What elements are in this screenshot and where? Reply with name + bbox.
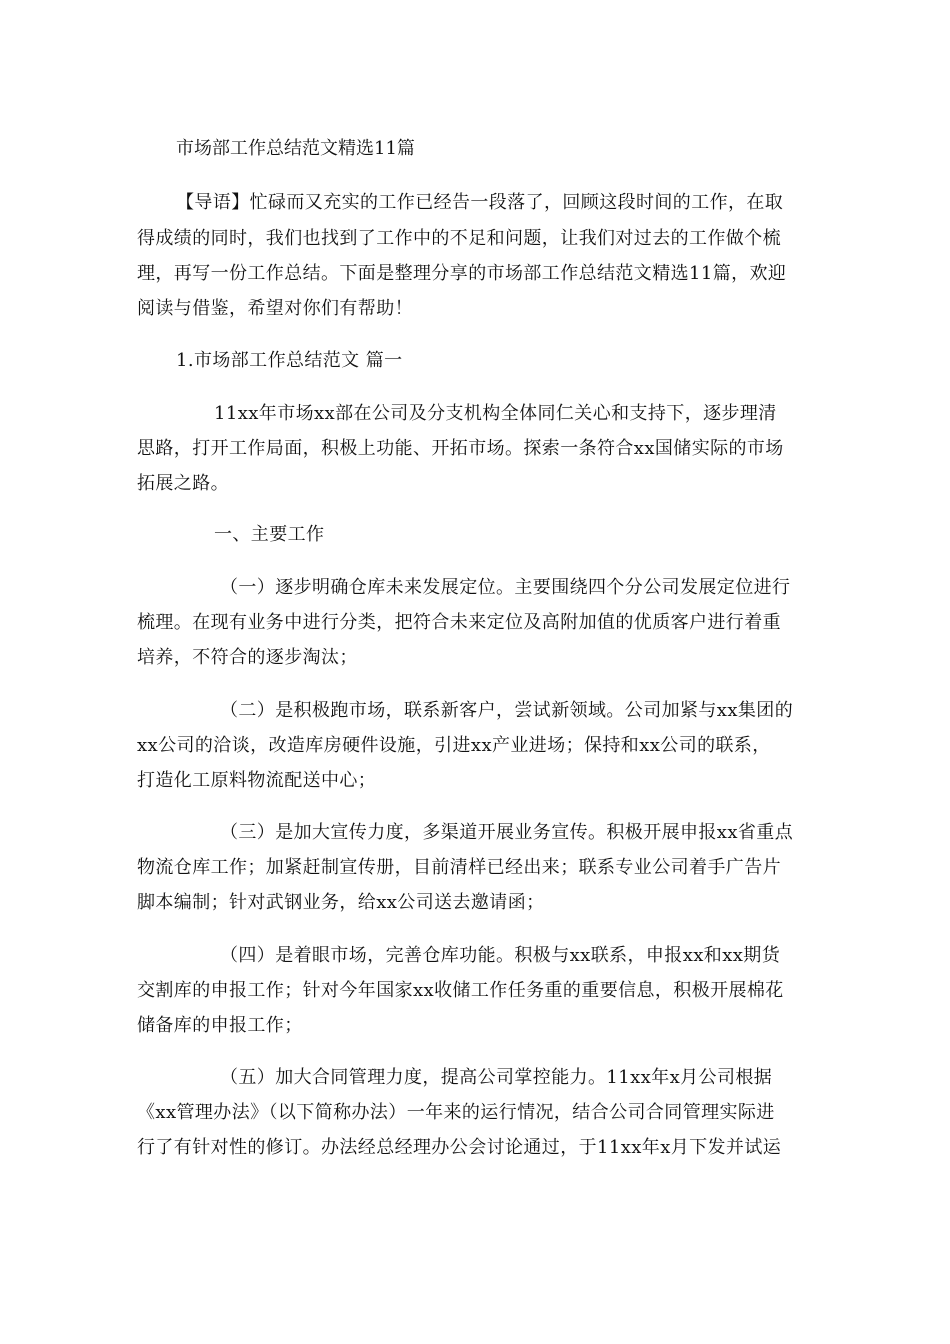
- work-item-line: xx公司的洽谈，改造库房硬件设施，引进xx产业进场；保持和xx公司的联系，: [137, 735, 771, 756]
- work-item-line: 储备库的申报工作；: [137, 1015, 303, 1036]
- work-item-line: （二）是积极跑市场，联系新客户，尝试新领域。公司加紧与xx集团的: [220, 700, 794, 721]
- work-item-line: 脚本编制；针对武钢业务，给xx公司送去邀请函；: [137, 892, 545, 913]
- work-item-line: （三）是加大宣传力度，多渠道开展业务宣传。积极开展申报xx省重点: [220, 822, 794, 843]
- work-item-line: 打造化工原料物流配送中心；: [137, 770, 377, 791]
- intro-line: 得成绩的同时，我们也找到了工作中的不足和问题，让我们对过去的工作做个梳: [137, 228, 781, 249]
- work-item-line: （四）是着眼市场，完善仓库功能。积极与xx联系，申报xx和xx期货: [220, 945, 781, 966]
- work-item-line: 物流仓库工作；加紧赶制宣传册，目前清样已经出来；联系专业公司着手广告片: [137, 857, 781, 878]
- intro-line: 阅读与借鉴，希望对你们有帮助！: [137, 298, 413, 319]
- opening-line: 拓展之路。: [137, 473, 229, 494]
- work-item-line: 行了有针对性的修订。办法经总经理办公会讨论通过，于11xx年x月下发并试运: [137, 1137, 782, 1158]
- opening-line: 11xx年市场xx部在公司及分支机构全体同仁关心和支持下，逐步理清: [214, 403, 777, 424]
- document-title: 市场部工作总结范文精选11篇: [176, 138, 415, 159]
- work-item-line: 梳理。在现有业务中进行分类，把符合未来定位及高附加值的优质客户进行着重: [137, 612, 781, 633]
- work-item-line: （一）逐步明确仓库未来发展定位。主要围绕四个分公司发展定位进行: [220, 577, 791, 598]
- section-heading: 1.市场部工作总结范文 篇一: [176, 350, 403, 371]
- main-work-heading: 一、主要工作: [214, 524, 325, 545]
- opening-line: 思路，打开工作局面，积极上功能、开拓市场。探索一条符合xx国储实际的市场: [137, 438, 784, 459]
- work-item-line: 培养，不符合的逐步淘汰；: [137, 647, 358, 668]
- intro-line: 【导语】忙碌而又充实的工作已经告一段落了，回顾这段时间的工作，在取: [176, 192, 784, 213]
- work-item-line: （五）加大合同管理力度，提高公司掌控能力。11xx年x月公司根据: [220, 1067, 773, 1088]
- work-item-line: 交割库的申报工作；针对今年国家xx收储工作任务重的重要信息，积极开展棉花: [137, 980, 784, 1001]
- intro-line: 理，再写一份工作总结。下面是整理分享的市场部工作总结范文精选11篇，欢迎: [137, 263, 787, 284]
- work-item-line: 《xx管理办法》（以下简称办法）一年来的运行情况，结合公司合同管理实际进: [137, 1102, 775, 1123]
